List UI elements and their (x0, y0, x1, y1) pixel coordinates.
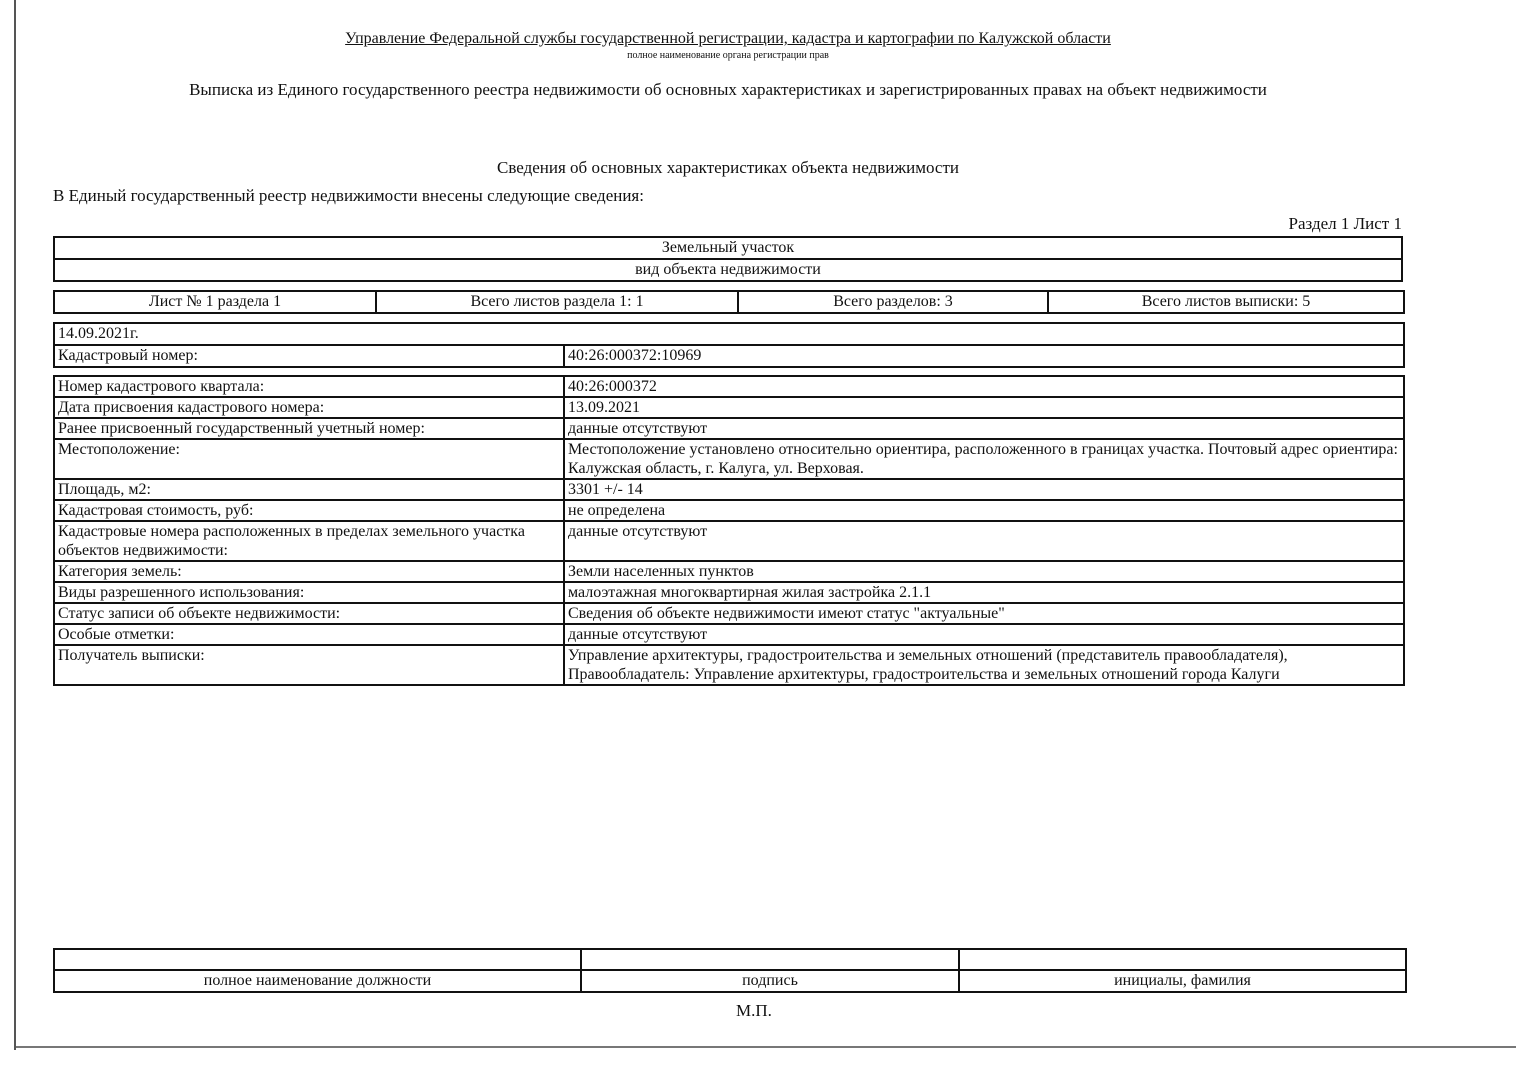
table-row (54, 582, 1404, 603)
scan-edge-bottom (16, 1046, 1516, 1048)
row-value: малоэтажная многоквартирная жилая застройка 2.1.1 (564, 582, 1404, 603)
table-row (54, 500, 1404, 521)
row-value: 13.09.2021 (564, 397, 1404, 418)
total-sheets: Всего листов выписки: 5 (1048, 291, 1404, 313)
row-label: Местоположение: (54, 439, 564, 479)
section-sheet: Раздел 1 Лист 1 (1288, 214, 1402, 233)
row-value: Земли населенных пунктов (564, 561, 1404, 582)
organ-name: Управление Федеральной службы государственной регистрации, кадастра и картографии по Калужской области (345, 30, 1111, 47)
table-row (54, 603, 1404, 624)
row-value: данные отсутствуют (564, 521, 1404, 561)
row-value: данные отсутствуют (564, 418, 1404, 439)
stamp-place: М.П. (736, 1001, 772, 1020)
row-value: 3301 +/- 14 (564, 479, 1404, 500)
table-row (54, 645, 1404, 685)
signature-table (53, 948, 1407, 993)
row-label: Ранее присвоенный государственный учетный номер: (54, 418, 564, 439)
object-name: Земельный участок (54, 237, 1402, 259)
sheet-number: Лист № 1 раздела 1 (54, 291, 376, 313)
object-type-table (53, 236, 1403, 282)
table-row (54, 561, 1404, 582)
row-value: 40:26:000372 (564, 376, 1404, 397)
cadastral-value: 40:26:000372:10969 (564, 345, 1404, 367)
object-caption: вид объекта недвижимости (54, 259, 1402, 281)
extract-date: 14.09.2021г. (54, 323, 1404, 345)
row-label: Дата присвоения кадастрового номера: (54, 397, 564, 418)
intro-text: В Единый государственный реестр недвижимости внесены следующие сведения: (53, 186, 644, 205)
row-value: Местоположение установлено относительно ориентира, расположенного в границах участка. Почтовый адрес ориентира: Калужская область, г. Калуга, ул. Верховая. (564, 439, 1404, 479)
row-label: Статус записи об объекте недвижимости: (54, 603, 564, 624)
position-caption: полное наименование должности (54, 970, 581, 992)
table-row (54, 418, 1404, 439)
row-label: Номер кадастрового квартала: (54, 376, 564, 397)
table-row (54, 479, 1404, 500)
table-row (54, 397, 1404, 418)
table-row (54, 439, 1404, 479)
row-label: Особые отметки: (54, 624, 564, 645)
row-value: Управление архитектуры, градостроительства и земельных отношений (представитель правообладателя), Правообладатель: Управление архитектуры, градостроительства и земельных отношений города Калуги (564, 645, 1404, 685)
cadastral-label: Кадастровый номер: (54, 345, 564, 367)
organ-caption: полное наименование органа регистрации прав (627, 50, 829, 61)
characteristics-table (53, 375, 1405, 686)
sheets-in-section: Всего листов раздела 1: 1 (376, 291, 738, 313)
table-row (54, 624, 1404, 645)
sign-caption: подпись (581, 970, 959, 992)
row-value: Сведения об объекте недвижимости имеют статус "актуальные" (564, 603, 1404, 624)
row-label: Категория земель: (54, 561, 564, 582)
row-label: Кадастровая стоимость, руб: (54, 500, 564, 521)
sign-cell (581, 949, 959, 970)
total-sections: Всего разделов: 3 (738, 291, 1048, 313)
row-label: Получатель выписки: (54, 645, 564, 685)
row-label: Виды разрешенного использования: (54, 582, 564, 603)
row-label: Площадь, м2: (54, 479, 564, 500)
document-title: Выписка из Единого государственного реестра недвижимости об основных характеристиках и зарегистрированных правах на объект недвижимости (189, 80, 1267, 99)
section-title: Сведения об основных характеристиках объекта недвижимости (497, 158, 959, 177)
position-cell (54, 949, 581, 970)
name-cell (959, 949, 1406, 970)
sheets-table (53, 290, 1405, 314)
cadastral-table (53, 322, 1405, 368)
name-caption: инициалы, фамилия (959, 970, 1406, 992)
row-label: Кадастровые номера расположенных в пределах земельного участка объектов недвижимости: (54, 521, 564, 561)
row-value: данные отсутствуют (564, 624, 1404, 645)
row-value: не определена (564, 500, 1404, 521)
table-row (54, 521, 1404, 561)
table-row (54, 376, 1404, 397)
